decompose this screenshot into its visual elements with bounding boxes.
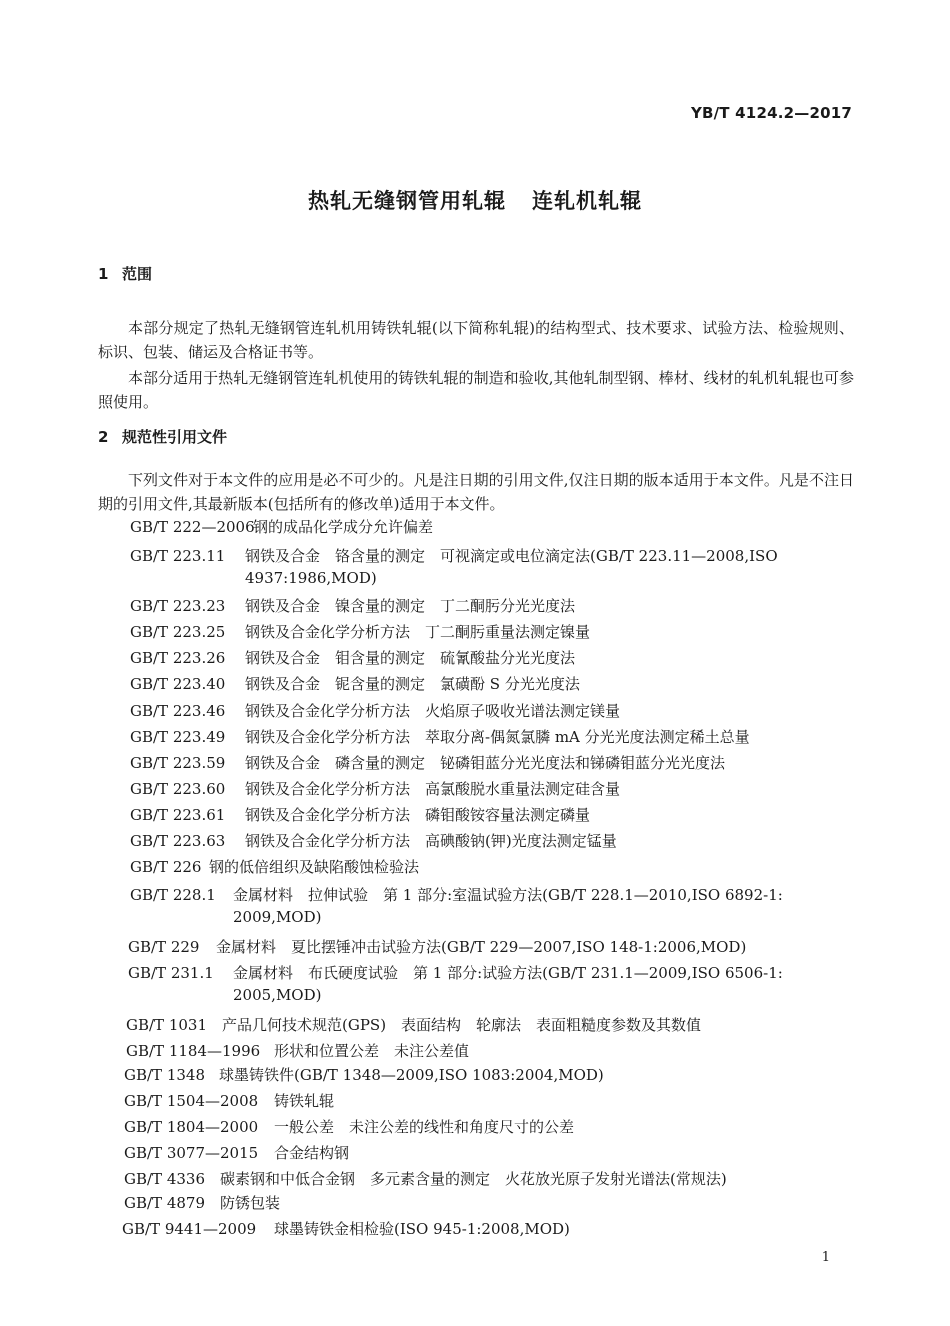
reference-title-continued: 2009,MOD) bbox=[233, 908, 322, 926]
reference-code: GB/T 223.46 bbox=[130, 702, 226, 720]
section-2-heading bbox=[98, 426, 227, 447]
reference-title: 钢铁及合金化学分析方法 火焰原子吸收光谱法测定镁量 bbox=[245, 702, 621, 720]
reference-code: GB/T 229 bbox=[128, 938, 200, 956]
reference-title: 球墨铸铁件(GB/T 1348—2009,ISO 1083:2004,MOD) bbox=[219, 1066, 604, 1084]
section-title: 范围 bbox=[122, 265, 153, 283]
reference-item bbox=[130, 647, 575, 669]
reference-title: 钢铁及合金 钼含量的测定 硫氰酸盐分光光度法 bbox=[245, 649, 576, 667]
reference-item bbox=[124, 1116, 574, 1138]
reference-title: 钢铁及合金化学分析方法 丁二酮肟重量法测定镍量 bbox=[245, 623, 591, 641]
reference-title: 合金结构钢 bbox=[274, 1144, 350, 1162]
reference-item bbox=[130, 595, 575, 617]
reference-title: 产品几何技术规范(GPS) 表面结构 轮廓法 表面粗糙度参数及其数值 bbox=[222, 1016, 702, 1034]
title-part-2: 连轧机轧辊 bbox=[532, 189, 642, 213]
reference-code: GB/T 228.1 bbox=[130, 886, 216, 904]
reference-item bbox=[130, 856, 419, 878]
reference-item bbox=[124, 1064, 604, 1086]
reference-code: GB/T 1504—2008 bbox=[124, 1092, 259, 1110]
reference-item bbox=[130, 726, 750, 748]
reference-item bbox=[130, 516, 433, 538]
reference-code: GB/T 1184—1996 bbox=[126, 1042, 261, 1060]
reference-title: 钢铁及合金 铌含量的测定 氯磺酚 S 分光光度法 bbox=[245, 675, 580, 693]
reference-item bbox=[126, 1014, 701, 1036]
reference-item bbox=[124, 1168, 727, 1190]
reference-item bbox=[130, 884, 783, 926]
reference-title: 钢铁及合金化学分析方法 高氯酸脱水重量法测定硅含量 bbox=[245, 780, 621, 798]
reference-item bbox=[130, 830, 617, 852]
reference-title: 一般公差 未注公差的线性和角度尺寸的公差 bbox=[274, 1118, 575, 1136]
reference-item bbox=[130, 752, 725, 774]
reference-item bbox=[128, 936, 746, 958]
reference-item bbox=[122, 1218, 570, 1240]
reference-item bbox=[130, 804, 590, 826]
reference-title: 钢铁及合金化学分析方法 高碘酸钠(钾)光度法测定锰量 bbox=[245, 832, 617, 850]
reference-code: GB/T 222—2006 bbox=[130, 518, 255, 536]
reference-item bbox=[124, 1142, 349, 1164]
section-title: 规范性引用文件 bbox=[122, 428, 228, 446]
title-part-1: 热轧无缝钢管用轧辊 bbox=[308, 189, 506, 213]
reference-code: GB/T 223.60 bbox=[130, 780, 226, 798]
reference-code: GB/T 223.63 bbox=[130, 832, 226, 850]
reference-title-continued: 4937:1986,MOD) bbox=[245, 569, 377, 587]
section-number: 2 bbox=[98, 428, 109, 446]
reference-item bbox=[126, 1040, 469, 1062]
reference-item bbox=[130, 700, 620, 722]
reference-code: GB/T 9441—2009 bbox=[122, 1220, 257, 1238]
section-2-paragraph-1: 下列文件对于本文件的应用是必不可少的。凡是注日期的引用文件,仅注日期的版本适用于本文件。凡是不注日期的引用文件,其最新版本(包括所有的修改单)适用于本文件。 bbox=[98, 471, 854, 513]
reference-code: GB/T 223.25 bbox=[130, 623, 226, 641]
page-number: 1 bbox=[821, 1250, 830, 1265]
reference-code: GB/T 223.59 bbox=[130, 754, 226, 772]
reference-code: GB/T 226 bbox=[130, 858, 202, 876]
reference-code: GB/T 1804—2000 bbox=[124, 1118, 259, 1136]
reference-item bbox=[130, 778, 620, 800]
section-1-heading bbox=[98, 263, 152, 284]
reference-title: 钢铁及合金 镍含量的测定 丁二酮肟分光光度法 bbox=[245, 597, 576, 615]
reference-item bbox=[124, 1090, 334, 1112]
reference-code: GB/T 231.1 bbox=[128, 964, 214, 982]
reference-code: GB/T 4336 bbox=[124, 1170, 206, 1188]
reference-item bbox=[124, 1192, 280, 1214]
reference-title: 金属材料 夏比摆锤冲击试验方法(GB/T 229—2007,ISO 148-1:2006,MOD) bbox=[216, 938, 747, 956]
reference-code: GB/T 1031 bbox=[126, 1016, 208, 1034]
reference-title: 防锈包装 bbox=[220, 1194, 281, 1212]
reference-item bbox=[130, 673, 580, 695]
section-number: 1 bbox=[98, 265, 109, 283]
reference-title: 铸铁轧辊 bbox=[274, 1092, 335, 1110]
reference-title: 金属材料 拉伸试验 第 1 部分:室温试验方法(GB/T 228.1—2010,ISO 6892-1: bbox=[233, 886, 783, 904]
section-1-paragraph-1: 本部分规定了热轧无缝钢管连轧机用铸铁轧辊(以下简称轧辊)的结构型式、技术要求、试验方法、检验规则、标识、包装、储运及合格证书等。 bbox=[98, 319, 854, 361]
reference-title: 钢铁及合金化学分析方法 萃取分离-偶氮氯膦 mA 分光光度法测定稀土总量 bbox=[245, 728, 750, 746]
reference-title: 钢铁及合金化学分析方法 磷钼酸铵容量法测定磷量 bbox=[245, 806, 591, 824]
reference-code: GB/T 223.61 bbox=[130, 806, 226, 824]
reference-item bbox=[130, 621, 590, 643]
reference-code: GB/T 3077—2015 bbox=[124, 1144, 259, 1162]
standard-code: YB/T 4124.2—2017 bbox=[690, 104, 852, 122]
reference-code: GB/T 223.23 bbox=[130, 597, 226, 615]
reference-title-continued: 2005,MOD) bbox=[233, 986, 322, 1004]
reference-title: 钢铁及合金 磷含量的测定 铋磷钼蓝分光光度法和锑磷钼蓝分光光度法 bbox=[245, 754, 726, 772]
reference-title: 钢铁及合金 铬含量的测定 可视滴定或电位滴定法(GB/T 223.11—2008,ISO bbox=[245, 547, 778, 565]
reference-title: 球墨铸铁金相检验(ISO 945-1:2008,MOD) bbox=[274, 1220, 570, 1238]
reference-item bbox=[128, 962, 783, 1004]
reference-code: GB/T 223.26 bbox=[130, 649, 226, 667]
reference-title: 钢的低倍组织及缺陷酸蚀检验法 bbox=[209, 858, 420, 876]
document-title bbox=[0, 185, 950, 215]
reference-code: GB/T 1348 bbox=[124, 1066, 206, 1084]
reference-code: GB/T 223.49 bbox=[130, 728, 226, 746]
section-1-paragraph-2: 本部分适用于热轧无缝钢管连轧机使用的铸铁轧辊的制造和验收,其他轧制型钢、棒材、线材的轧机轧辊也可参照使用。 bbox=[98, 369, 854, 411]
reference-title: 金属材料 布氏硬度试验 第 1 部分:试验方法(GB/T 231.1—2009,ISO 6506-1: bbox=[233, 964, 783, 982]
reference-title: 钢的成品化学成分允许偏差 bbox=[253, 518, 434, 536]
reference-code: GB/T 223.11 bbox=[130, 547, 226, 565]
reference-code: GB/T 223.40 bbox=[130, 675, 226, 693]
reference-title: 形状和位置公差 未注公差值 bbox=[274, 1042, 470, 1060]
reference-code: GB/T 4879 bbox=[124, 1194, 206, 1212]
reference-title: 碳素钢和中低合金钢 多元素含量的测定 火花放光原子发射光谱法(常规法) bbox=[220, 1170, 727, 1188]
reference-item bbox=[130, 545, 778, 587]
